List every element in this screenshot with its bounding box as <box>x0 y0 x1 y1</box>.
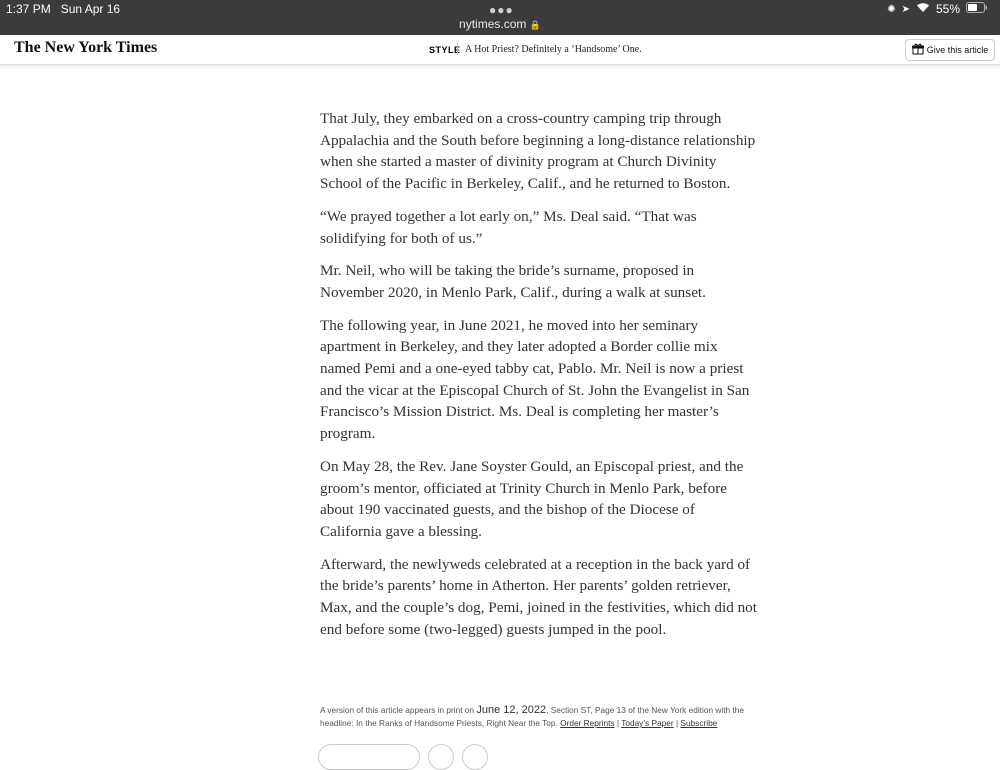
note-middle: , Section ST, Page 13 of the New York edition with the headline: In the Ranks of Handsome Priests, Right Near the Top. <box>320 705 744 728</box>
todays-paper-link[interactable]: Today’s Paper <box>621 718 674 728</box>
paragraph: That July, they embarked on a cross-country camping trip through Appalachia and the South before beginning a long-distance relationship when she started a master of divinity program at Church Divinity School of the Pacific in Berkeley, Calif., and he returned to Boston. <box>320 110 756 193</box>
loading-icon: ✺ <box>887 3 896 15</box>
give-article-label: Give this article <box>926 45 989 55</box>
lock-icon: 🔒 <box>529 20 541 30</box>
gift-icon <box>912 43 924 57</box>
note-prefix: A version of this article appears in print on <box>320 705 475 715</box>
paragraph: Afterward, the newlyweds celebrated at a reception in the back yard of the bride’s parents’ home in Atherton. Her parents’ golden retriever, Max, and the couple’s dog, Pemi, joined in the festivities, which did not end before some (two-legged) guests jumped in the pool. <box>320 555 757 638</box>
status-date: Sun Apr 16 <box>60 2 121 16</box>
status-time-date <box>6 2 120 16</box>
section-label[interactable]: STYLE <box>429 45 461 55</box>
url-text: nytimes.com <box>459 17 527 31</box>
header-divider <box>457 43 458 55</box>
subscribe-link[interactable]: Subscribe <box>680 718 718 728</box>
nyt-logo[interactable]: The New York Times <box>14 39 158 56</box>
wifi-icon <box>916 2 930 16</box>
comments-button[interactable] <box>462 744 488 770</box>
article-header-bar <box>0 35 1000 65</box>
article-body <box>320 108 760 651</box>
share-button[interactable] <box>318 744 420 770</box>
bookmark-button[interactable] <box>428 744 454 770</box>
print-edition-note <box>320 704 750 730</box>
order-reprints-link[interactable]: Order Reprints <box>560 718 615 728</box>
status-bar <box>0 0 1000 35</box>
status-right <box>887 2 988 16</box>
address-bar[interactable] <box>0 17 1000 31</box>
give-article-button[interactable] <box>905 39 995 61</box>
link-divider: | <box>616 718 620 728</box>
paragraph: “We prayed together a lot early on,” Ms. Deal said. “That was solidifying for both of us.” <box>320 207 697 247</box>
status-time: 1:37 PM <box>6 2 51 16</box>
header-headline: A Hot Priest? Definitely a ‘Handsome’ One. <box>465 44 642 55</box>
paragraph: Mr. Neil, who will be taking the bride’s surname, proposed in November 2020, in Menlo Park, Calif., during a walk at sunset. <box>320 262 706 301</box>
battery-percent: 55% <box>935 2 960 16</box>
paragraph: On May 28, the Rev. Jane Soyster Gould, an Episcopal priest, and the groom’s mentor, officiated at Trinity Church in Menlo Park, before about 190 vaccinated guests, and the bishop of the Diocese of California gave a blessing. <box>320 457 744 540</box>
link-divider: | <box>675 718 679 728</box>
multitasking-dots-icon[interactable]: ●●● <box>489 3 514 17</box>
battery-icon <box>966 2 988 16</box>
paragraph: The following year, in June 2021, he moved into her seminary apartment in Berkeley, and they later adopted a Border collie mix named Pemi and a one-eyed tabby cat, Pablo. Mr. Neil is now a priest and the vicar at the Episcopal Church of St. John the Evangelist in San Francisco’s Mission District. Ms. Deal is completing her master’s program. <box>320 316 750 443</box>
location-icon: ➤ <box>901 3 910 15</box>
note-date: June 12, 2022 <box>476 704 547 716</box>
